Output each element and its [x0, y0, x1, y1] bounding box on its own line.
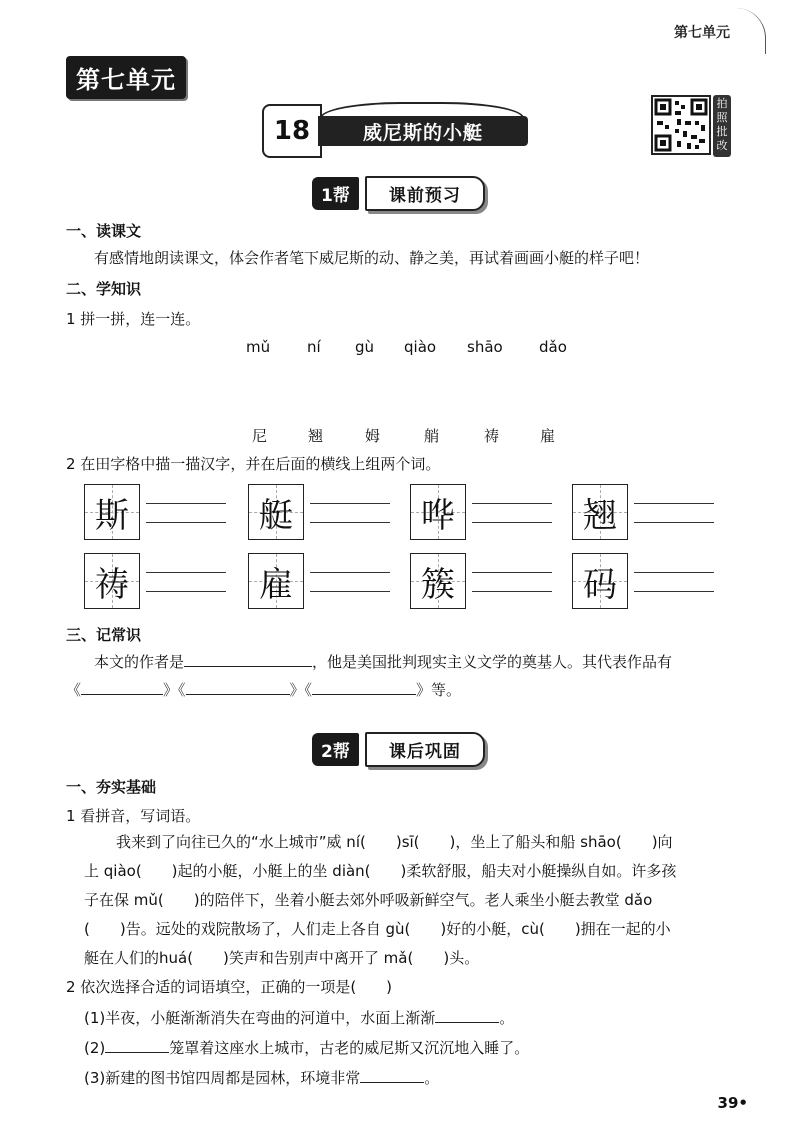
photo-grading-label[interactable]: 拍照批改	[713, 95, 731, 157]
page-corner-decoration	[725, 8, 766, 54]
tianzige-cell[interactable]: 码	[572, 553, 628, 609]
paragraph-line: 我来到了向往已久的“水上城市”威 ní( )sī( )，坐上了船头和船 shāo( )向	[116, 833, 673, 851]
author-blank[interactable]	[184, 666, 312, 667]
tianzige-cell[interactable]: 翘	[572, 484, 628, 540]
pinyin-item[interactable]: gù	[355, 338, 375, 356]
pinyin-item[interactable]: mǔ	[246, 338, 271, 356]
tianzige-cell[interactable]: 簇	[410, 553, 466, 609]
lesson-title: 威尼斯的小艇	[318, 116, 528, 146]
work-blank-3[interactable]	[312, 694, 416, 695]
tianzige-cell[interactable]: 斯	[84, 484, 140, 540]
qr-code-icon[interactable]	[651, 95, 711, 155]
heading-learn: 二、学知识	[66, 280, 142, 298]
word-blank-lines[interactable]	[634, 484, 714, 538]
character-item[interactable]: 尼	[252, 427, 268, 445]
question-1-write-words: 1 看拼音，写词语。	[66, 807, 201, 825]
question-2-trace-characters: 2 在田字格中描一描汉字，并在后面的横线上组两个词。	[66, 455, 441, 473]
paragraph-line: 艇在人们的huá( )笑声和告别声中离开了 mǎ( )头。	[84, 949, 480, 967]
lesson-number: 18	[262, 104, 322, 158]
question-2-choose-words: 2 依次选择合适的词语填空，正确的一项是( )	[66, 978, 393, 996]
character-item[interactable]: 艄	[424, 427, 440, 445]
read-instruction: 有感情地朗读课文，体会作者笔下威尼斯的动、静之美，再试着画画小艇的样子吧！	[94, 249, 650, 267]
heading-common-knowledge: 三、记常识	[66, 626, 142, 644]
character-item[interactable]: 姆	[365, 427, 381, 445]
section-heading-1	[312, 176, 485, 211]
word-blank-lines[interactable]	[310, 484, 390, 538]
word-blank-lines[interactable]	[472, 553, 552, 607]
option-3-blank[interactable]	[360, 1082, 424, 1083]
running-header: 第七单元	[674, 25, 730, 41]
section-label: 课前预习	[365, 176, 485, 211]
heading-basics: 一、夯实基础	[66, 778, 157, 796]
unit-banner: 第七单元	[66, 56, 186, 99]
tianzige-cell[interactable]: 艇	[248, 484, 304, 540]
word-blank-lines[interactable]	[146, 553, 226, 607]
option-1: (1)半夜，小艇渐渐消失在弯曲的河道中，水面上渐渐 。	[84, 1009, 515, 1027]
section-number-badge: 1帮	[312, 177, 359, 210]
option-3: (3)新建的图书馆四周都是园林，环境非常 。	[84, 1069, 440, 1087]
heading-read-text: 一、读课文	[66, 222, 142, 240]
character-item[interactable]: 祷	[484, 427, 500, 445]
option-2-blank[interactable]	[105, 1052, 169, 1053]
word-blank-lines[interactable]	[634, 553, 714, 607]
tianzige-cell[interactable]: 哗	[410, 484, 466, 540]
page-number: 39•	[717, 1094, 748, 1112]
character-item[interactable]: 雇	[540, 427, 556, 445]
section-number-badge: 2帮	[312, 733, 359, 766]
section-label: 课后巩固	[365, 732, 485, 767]
word-blank-lines[interactable]	[472, 484, 552, 538]
knowledge-line-2: 《 》《 》《 》等。	[66, 681, 462, 699]
pinyin-item[interactable]: ní	[307, 338, 321, 356]
option-2: (2) 笼罩着这座水上城市，古老的威尼斯又沉沉地入睡了。	[84, 1039, 530, 1057]
option-1-blank[interactable]	[435, 1022, 499, 1023]
question-1-pinyin-match: 1 拼一拼，连一连。	[66, 310, 201, 328]
tianzige-cell[interactable]: 雇	[248, 553, 304, 609]
word-blank-lines[interactable]	[146, 484, 226, 538]
knowledge-line-1: 本文的作者是 ，他是美国批判现实主义文学的奠基人。其代表作品有	[94, 653, 673, 671]
work-blank-1[interactable]	[81, 694, 163, 695]
section-heading-2	[312, 732, 485, 767]
pinyin-item[interactable]: dǎo	[539, 338, 567, 356]
paragraph-line: 子在保 mǔ( )的陪伴下，坐着小艇去郊外呼吸新鲜空气。老人乘坐小艇去教堂 dǎo	[84, 891, 653, 909]
paragraph-line: ( )告。远处的戏院散场了，人们走上各自 gù( )好的小艇，cù( )拥在一起的小	[84, 920, 671, 938]
pinyin-item[interactable]: shāo	[467, 338, 503, 356]
pinyin-item[interactable]: qiào	[404, 338, 437, 356]
tianzige-cell[interactable]: 祷	[84, 553, 140, 609]
word-blank-lines[interactable]	[310, 553, 390, 607]
character-item[interactable]: 翘	[308, 427, 324, 445]
work-blank-2[interactable]	[186, 694, 290, 695]
paragraph-line: 上 qiào( )起的小艇，小艇上的坐 diàn( )柔软舒服，船夫对小艇操纵自如。许多孩	[84, 862, 677, 880]
